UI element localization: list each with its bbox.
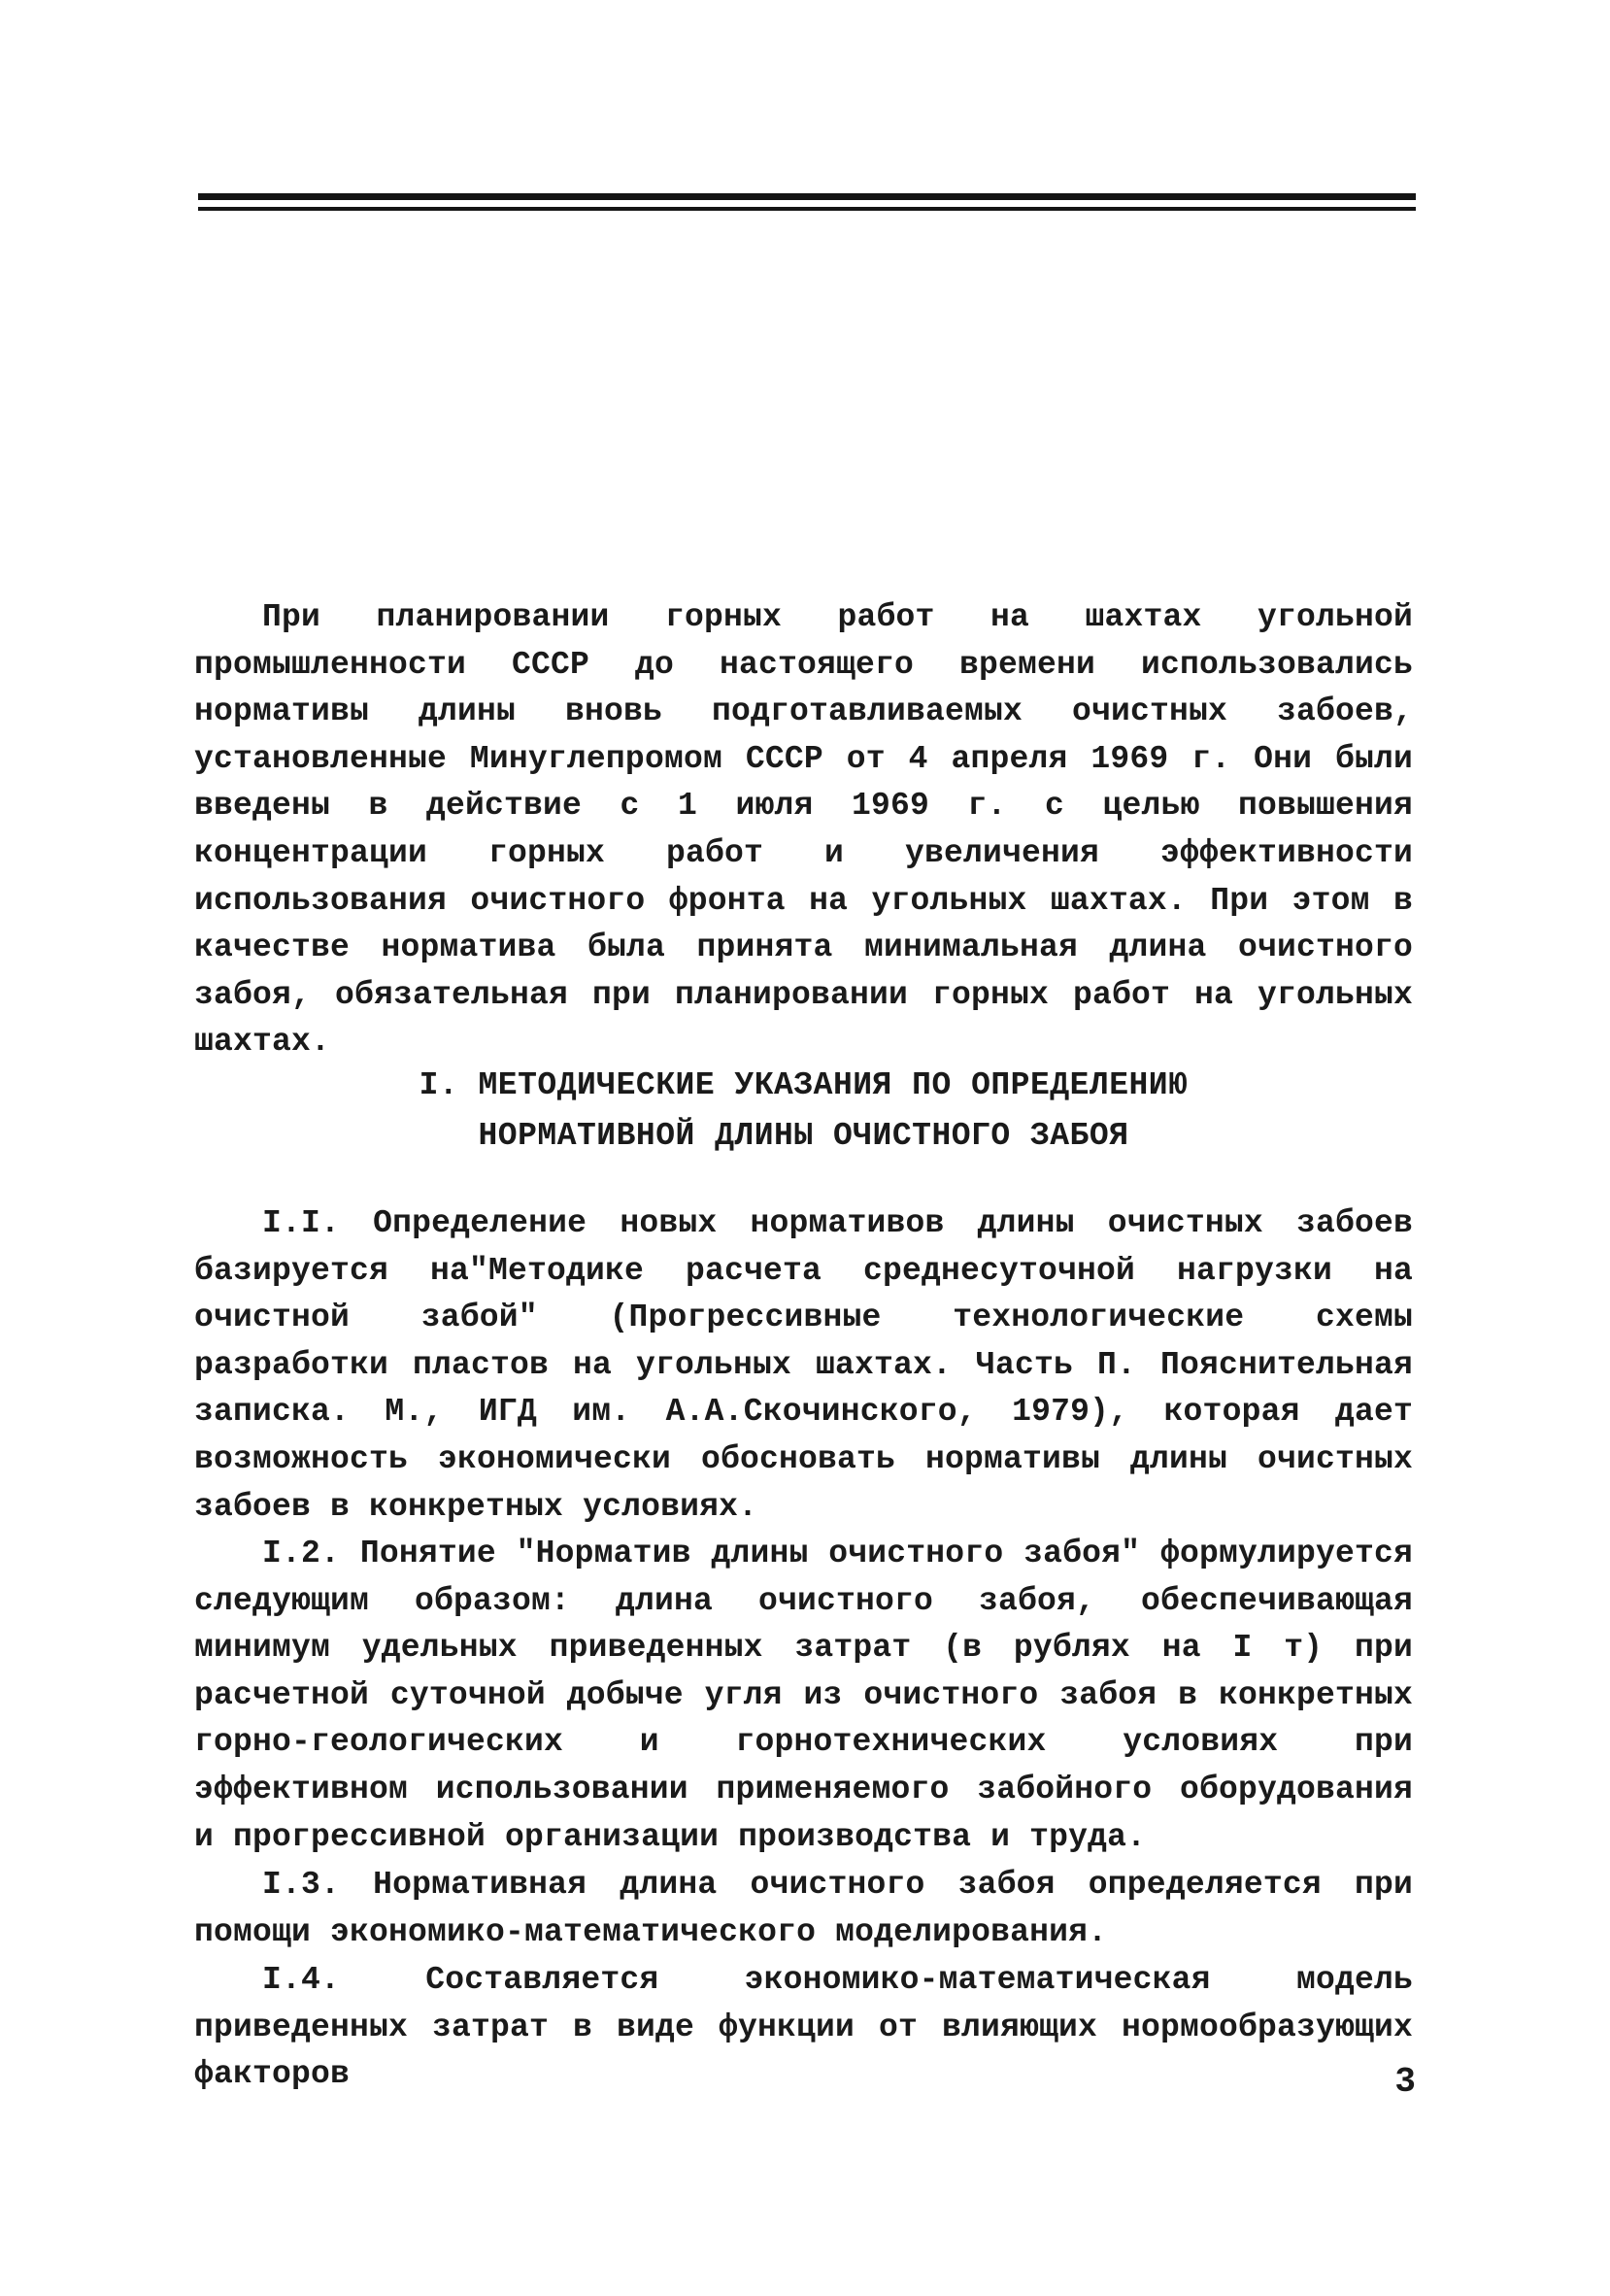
section-heading-line-2: НОРМАТИВНОЙ ДЛИНЫ ОЧИСТНОГО ЗАБОЯ xyxy=(478,1118,1129,1154)
paragraph-1-2: I.2. Понятие "Норматив длины очистного забоя" формулируется следующим образом: длина очистного забоя, обеспечивающая минимум удельных приведенных затрат (в рублях на I т) при расчетной суточной добыче угля из очистного забоя в конкретных горно-геологических и горнотехнических условиях при эффективном использовании применяемого забойного оборудования и прогрессивной организации производства и труда. xyxy=(194,1536,1413,1855)
paragraph-1-3: I.3. Нормативная длина очистного забоя определяется при помощи экономико-математического моделирования. xyxy=(194,1867,1413,1950)
intro-paragraph: При планировании горных работ на шахтах угольной промышленности СССР до настоящего времени использовались нормативы длины вновь подготавливаемых очистных забоев, установленные Минуглепромом СССР от 4 апреля 1969 г. Они были введены в действие с 1 июля 1969 г. с целью повышения концентрации горных работ и увеличения эффективности использования очистного фронта на угольных шахтах. При этом в качестве норматива была принята минимальная длина очистного забоя, обязательная при планировании горных работ на угольных шахтах. xyxy=(194,599,1413,1061)
page-number: 3 xyxy=(1394,2062,1416,2102)
section-heading-line-1: I. МЕТОДИЧЕСКИЕ УКАЗАНИЯ ПО ОПРЕДЕЛЕНИЮ xyxy=(419,1067,1189,1103)
paragraph-1-4: I.4. Составляется экономико-математическая модель приведенных затрат в виде функции от влияющих нормообразующих факторов xyxy=(194,1962,1413,2093)
header-rule-thin xyxy=(198,207,1416,211)
paragraph-1-1: I.I. Определение новых нормативов длины очистных забоев базируется на"Методике расчета среднесуточной нагрузки на очистной забой" (Прогрессивные технологические схемы разработки пластов на угольных шахтах. Часть П. Пояснительная записка. М., ИГД им. А.А.Скочинского, 1979), которая дает возможность экономически обосновать нормативы длины очистных забоев в конкретных условиях. xyxy=(194,1205,1413,1525)
header-rule-thick xyxy=(198,193,1416,200)
